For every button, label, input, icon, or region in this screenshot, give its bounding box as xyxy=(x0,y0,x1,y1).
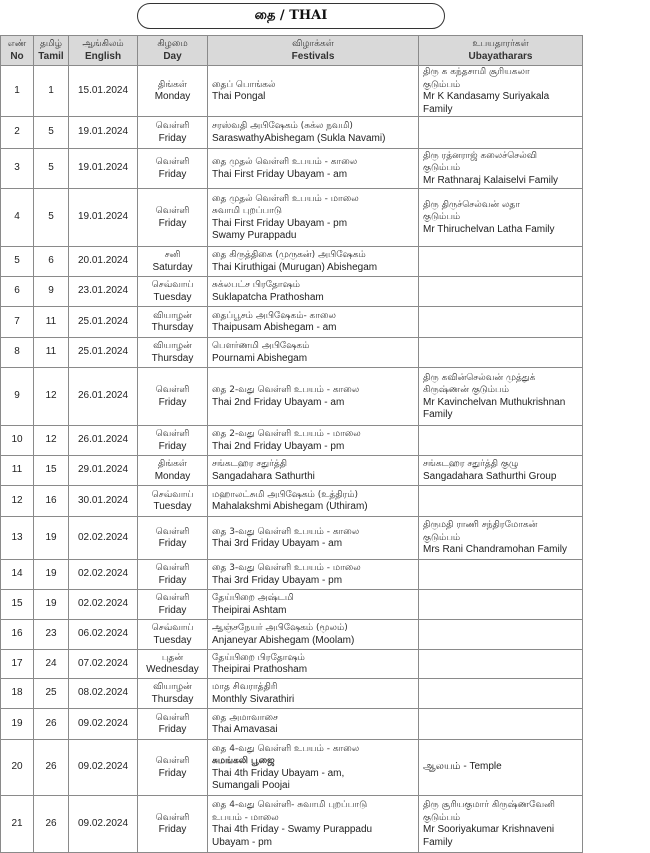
cell-ubayatharar xyxy=(419,679,583,709)
festival-line: சங்கடஹர சதுர்த்தி xyxy=(212,459,288,469)
cell-day xyxy=(138,426,208,456)
ubayatharar-line: Mr K Kandasamy Suriyakala Family xyxy=(423,91,550,115)
cell-ubayatharar xyxy=(419,620,583,650)
header-no-ta: எண் xyxy=(7,39,27,49)
cell-tamil-date: 23 xyxy=(34,620,69,650)
festival-line: Sangadahara Sathurthi xyxy=(212,470,315,482)
table-row xyxy=(1,679,583,709)
festival-line: Thai First Friday Ubayam - pm xyxy=(212,217,348,229)
header-no xyxy=(1,36,34,66)
cell-festival xyxy=(208,338,419,368)
cell-no: 15 xyxy=(1,590,34,620)
cell-ubayatharar xyxy=(419,517,583,560)
festival-line: Suklapatcha Prathosham xyxy=(212,291,324,303)
day-tamil: திங்கள் xyxy=(157,459,188,469)
cell-festival xyxy=(208,277,419,307)
festival-line: உபயம் - மாலை xyxy=(212,812,279,823)
cell-day xyxy=(138,456,208,486)
cell-ubayatharar xyxy=(419,247,583,277)
table-row xyxy=(1,456,583,486)
festival-line: Mahalakshmi Abishegam (Uthiram) xyxy=(212,501,368,512)
cell-tamil-date: 5 xyxy=(34,149,69,189)
ubayatharar-line: திரு ரத்னராஜ் கலைச்செல்வி xyxy=(423,150,537,161)
cell-english-date: 09.02.2024 xyxy=(69,796,138,853)
cell-festival xyxy=(208,189,419,247)
table-row xyxy=(1,368,583,426)
cell-tamil-date: 19 xyxy=(34,590,69,620)
ubayatharar-line: ஆலயம் - Temple xyxy=(423,761,502,773)
ubayatharar-line: குடும்பம் xyxy=(423,79,461,90)
day-english: Thursday xyxy=(151,322,194,333)
table-row xyxy=(1,796,583,853)
cell-ubayatharar xyxy=(419,709,583,740)
festival-line: Thai Kiruthigai (Murugan) Abishegam xyxy=(212,261,378,273)
festival-line: தை கிருத்திகை (முருகன்) அபிஷேகம் xyxy=(212,250,366,260)
day-english: Friday xyxy=(158,440,187,452)
ubayatharar-line: திருமதி ராணி சந்திரமோகன் xyxy=(423,520,538,531)
festival-line: மஹாலட்சுமி அபிஷேகம் (உத்திரம்) xyxy=(212,489,359,500)
festival-line: Thai 3rd Friday Ubayam - pm xyxy=(212,574,343,586)
ubayatharar-line: Mr Kavinchelvan Muthukrishnan xyxy=(423,396,566,408)
day-english: Friday xyxy=(158,168,187,180)
cell-festival xyxy=(208,486,419,517)
cell-ubayatharar xyxy=(419,149,583,189)
cell-no: 11 xyxy=(1,456,34,486)
day-english: Friday xyxy=(158,604,187,616)
cell-day xyxy=(138,66,208,117)
festival-line: தை 2-வது வெள்ளி உபயம் - காலை xyxy=(212,385,360,395)
cell-no: 5 xyxy=(1,247,34,277)
festival-line: தை 3-வது வெள்ளி உபயம் - காலை xyxy=(212,526,360,537)
cell-festival xyxy=(208,740,419,796)
cell-day xyxy=(138,247,208,277)
header-day-en: Day xyxy=(163,50,182,62)
festival-line: தைப்பூசம் அபிஷேகம்- காலை xyxy=(212,310,337,321)
table-row xyxy=(1,338,583,368)
festival-line: Thai 4th Friday - Swamy Purappadu xyxy=(212,824,373,835)
festival-line: Thai 3rd Friday Ubayam - am xyxy=(212,538,343,549)
day-tamil: வெள்ளி xyxy=(155,206,190,216)
day-tamil: வியாழன் xyxy=(153,682,192,692)
cell-day xyxy=(138,679,208,709)
festival-line: தை 4-வது வெள்ளி உபயம் - காலை xyxy=(212,743,360,754)
header-no-en: No xyxy=(10,50,24,62)
header-day xyxy=(138,36,208,66)
ubayatharar-line: குடும்பம் xyxy=(423,212,461,223)
festival-line: சுமங்கலி பூஜை xyxy=(212,756,275,766)
cell-tamil-date: 5 xyxy=(34,189,69,247)
festival-line: Monthly Sivarathiri xyxy=(212,693,295,705)
cell-english-date: 25.01.2024 xyxy=(69,307,138,338)
festival-line: Thai 4th Friday Ubayam - am, xyxy=(212,767,345,779)
day-english: Friday xyxy=(158,217,187,229)
day-tamil: வெள்ளி xyxy=(155,812,190,823)
festival-line: Theipirai Ashtam xyxy=(212,604,287,616)
cell-no: 18 xyxy=(1,679,34,709)
festival-line: தைப் பொங்கல் xyxy=(212,79,276,90)
festival-line: தை 3-வது வெள்ளி உபயம் - மாலை xyxy=(212,563,361,573)
table-row xyxy=(1,486,583,517)
cell-no: 9 xyxy=(1,368,34,426)
cell-no: 2 xyxy=(1,117,34,149)
day-tamil: திங்கள் xyxy=(157,79,188,90)
day-tamil: புதன் xyxy=(161,652,184,663)
cell-day xyxy=(138,650,208,679)
cell-festival xyxy=(208,149,419,189)
cell-festival xyxy=(208,368,419,426)
cell-english-date: 30.01.2024 xyxy=(69,486,138,517)
cell-english-date: 29.01.2024 xyxy=(69,456,138,486)
cell-no: 13 xyxy=(1,517,34,560)
cell-day xyxy=(138,620,208,650)
festival-line: தை 4-வது வெள்ளி- சுவாமி புறப்பாடு xyxy=(212,800,368,810)
day-english: Tuesday xyxy=(153,634,192,646)
cell-festival xyxy=(208,620,419,650)
day-english: Thursday xyxy=(151,352,194,364)
cell-festival xyxy=(208,117,419,149)
day-tamil: செவ்வாய் xyxy=(151,623,194,633)
cell-ubayatharar xyxy=(419,456,583,486)
festival-line: Thai First Friday Ubayam - am xyxy=(212,168,348,180)
day-english: Friday xyxy=(158,574,187,586)
festival-schedule-table xyxy=(0,35,583,853)
header-festivals xyxy=(208,36,419,66)
table-row xyxy=(1,740,583,796)
festival-line: தை முதல் வெள்ளி உபயம் - காலை xyxy=(212,157,358,167)
cell-ubayatharar xyxy=(419,560,583,590)
festival-line: Thaipusam Abishegam - am xyxy=(212,322,337,333)
day-english: Tuesday xyxy=(153,501,192,512)
cell-no: 1 xyxy=(1,66,34,117)
ubayatharar-line: கிருஷ்ணன் குடும்பம் xyxy=(423,385,509,395)
cell-day xyxy=(138,189,208,247)
header-tamil-en: Tamil xyxy=(38,50,64,62)
cell-no: 3 xyxy=(1,149,34,189)
ubayatharar-line: Family xyxy=(423,836,453,848)
cell-festival xyxy=(208,590,419,620)
cell-tamil-date: 16 xyxy=(34,486,69,517)
header-ubayatharars-en: Ubayatharars xyxy=(468,50,533,62)
day-tamil: வெள்ளி xyxy=(155,385,190,395)
table-body xyxy=(1,66,583,853)
cell-day xyxy=(138,590,208,620)
cell-english-date: 09.02.2024 xyxy=(69,709,138,740)
cell-tamil-date: 26 xyxy=(34,796,69,853)
cell-english-date: 20.01.2024 xyxy=(69,247,138,277)
cell-tamil-date: 1 xyxy=(34,66,69,117)
cell-tamil-date: 6 xyxy=(34,247,69,277)
cell-english-date: 09.02.2024 xyxy=(69,740,138,796)
day-english: Friday xyxy=(158,132,187,144)
cell-english-date: 02.02.2024 xyxy=(69,590,138,620)
cell-ubayatharar xyxy=(419,796,583,853)
header-tamil xyxy=(34,36,69,66)
cell-tamil-date: 11 xyxy=(34,338,69,368)
cell-ubayatharar xyxy=(419,189,583,247)
festival-line: தை 2-வது வெள்ளி உபயம் - மாலை xyxy=(212,429,361,439)
festival-line: Thai 2nd Friday Ubayam - am xyxy=(212,396,345,408)
table-row xyxy=(1,426,583,456)
day-english: Saturday xyxy=(152,261,193,273)
cell-festival xyxy=(208,796,419,853)
cell-day xyxy=(138,307,208,338)
header-ubayatharars-ta: உபயதாரர்கள் xyxy=(472,39,529,49)
header-day-ta: கிழமை xyxy=(157,39,188,49)
festival-line: சுக்லபட்ச பிரதோஷம் xyxy=(212,280,300,290)
cell-festival xyxy=(208,307,419,338)
cell-no: 21 xyxy=(1,796,34,853)
festival-line: தை முதல் வெள்ளி உபயம் - மாலை xyxy=(212,193,359,204)
cell-festival xyxy=(208,679,419,709)
festival-line: ஆஞ்சநேயர் அபிஷேகம் (மூலம்) xyxy=(212,623,348,633)
page-title: தை / THAI xyxy=(137,3,445,29)
cell-day xyxy=(138,149,208,189)
cell-english-date: 26.01.2024 xyxy=(69,368,138,426)
festival-line: SaraswathyAbishegam (Sukla Navami) xyxy=(212,132,386,144)
cell-day xyxy=(138,338,208,368)
header-english xyxy=(69,36,138,66)
table-header-row xyxy=(1,36,583,66)
cell-tamil-date: 5 xyxy=(34,117,69,149)
cell-english-date: 07.02.2024 xyxy=(69,650,138,679)
table-row xyxy=(1,189,583,247)
cell-english-date: 26.01.2024 xyxy=(69,426,138,456)
ubayatharar-line: குடும்பம் xyxy=(423,163,461,174)
cell-ubayatharar xyxy=(419,338,583,368)
cell-day xyxy=(138,560,208,590)
day-english: Friday xyxy=(158,824,187,835)
table-row xyxy=(1,590,583,620)
festival-line: Thai Pongal xyxy=(212,91,266,102)
day-english: Friday xyxy=(158,724,187,735)
cell-tamil-date: 26 xyxy=(34,740,69,796)
day-tamil: சனி xyxy=(164,250,181,260)
festival-line: தேய்பிறை அஷ்டமி xyxy=(212,593,294,603)
cell-tamil-date: 11 xyxy=(34,307,69,338)
ubayatharar-line: திரு சூரியகுமார் கிருஷ்ணவேனி xyxy=(423,800,555,810)
cell-no: 4 xyxy=(1,189,34,247)
festival-line: Sumangali Poojai xyxy=(212,780,290,791)
header-festivals-ta: விழாக்கள் xyxy=(292,39,334,49)
cell-no: 12 xyxy=(1,486,34,517)
header-english-ta: ஆங்கிலம் xyxy=(82,39,124,49)
cell-english-date: 19.01.2024 xyxy=(69,189,138,247)
table-row xyxy=(1,560,583,590)
table-row xyxy=(1,66,583,117)
cell-english-date: 02.02.2024 xyxy=(69,560,138,590)
cell-ubayatharar xyxy=(419,426,583,456)
day-english: Friday xyxy=(158,767,187,779)
cell-ubayatharar xyxy=(419,117,583,149)
cell-day xyxy=(138,486,208,517)
cell-english-date: 08.02.2024 xyxy=(69,679,138,709)
day-english: Monday xyxy=(154,470,191,482)
cell-festival xyxy=(208,709,419,740)
cell-day xyxy=(138,796,208,853)
day-english: Monday xyxy=(154,91,191,102)
cell-english-date: 25.01.2024 xyxy=(69,338,138,368)
festival-line: Thai Amavasai xyxy=(212,724,278,735)
cell-english-date: 19.01.2024 xyxy=(69,117,138,149)
ubayatharar-line: திரு திருச்செல்வன் லதா xyxy=(423,199,520,210)
cell-tamil-date: 15 xyxy=(34,456,69,486)
festival-line: சுவாமி புறப்பாடு xyxy=(212,206,282,216)
day-english: Tuesday xyxy=(153,291,192,303)
table-row xyxy=(1,277,583,307)
cell-tamil-date: 12 xyxy=(34,426,69,456)
table-row xyxy=(1,650,583,679)
cell-festival xyxy=(208,517,419,560)
day-tamil: வெள்ளி xyxy=(155,157,190,167)
cell-day xyxy=(138,709,208,740)
cell-festival xyxy=(208,426,419,456)
cell-tamil-date: 25 xyxy=(34,679,69,709)
ubayatharar-line: Sangadahara Sathurthi Group xyxy=(423,470,557,482)
cell-tamil-date: 19 xyxy=(34,560,69,590)
cell-no: 7 xyxy=(1,307,34,338)
cell-no: 6 xyxy=(1,277,34,307)
cell-ubayatharar xyxy=(419,368,583,426)
day-tamil: வியாழன் xyxy=(153,341,192,351)
table-row xyxy=(1,517,583,560)
day-tamil: வியாழன் xyxy=(153,310,192,321)
festival-line: Ubayam - pm xyxy=(212,836,273,848)
header-ubayatharars xyxy=(419,36,583,66)
header-english-en: English xyxy=(84,50,122,62)
cell-festival xyxy=(208,247,419,277)
day-tamil: செவ்வாய் xyxy=(151,280,194,290)
cell-day xyxy=(138,517,208,560)
festival-line: Pournami Abishegam xyxy=(212,352,308,364)
day-tamil: செவ்வாய் xyxy=(151,489,194,500)
cell-day xyxy=(138,740,208,796)
festival-line: பௌர்ணமி அபிஷேகம் xyxy=(212,341,310,351)
table-row xyxy=(1,149,583,189)
cell-no: 16 xyxy=(1,620,34,650)
cell-ubayatharar xyxy=(419,307,583,338)
ubayatharar-line: திரு கவின்செல்வன் முத்துக் xyxy=(423,372,536,383)
ubayatharar-line: Mrs Rani Chandramohan Family xyxy=(423,544,567,556)
day-tamil: வெள்ளி xyxy=(155,712,190,723)
cell-no: 20 xyxy=(1,740,34,796)
table-row xyxy=(1,307,583,338)
day-tamil: வெள்ளி xyxy=(155,429,190,439)
festival-line: தேய்பிறை பிரதோஷம் xyxy=(212,652,305,663)
cell-ubayatharar xyxy=(419,277,583,307)
day-tamil: வெள்ளி xyxy=(155,121,190,131)
cell-festival xyxy=(208,456,419,486)
cell-ubayatharar xyxy=(419,66,583,117)
cell-festival xyxy=(208,66,419,117)
day-tamil: வெள்ளி xyxy=(155,593,190,603)
cell-english-date: 06.02.2024 xyxy=(69,620,138,650)
day-tamil: வெள்ளி xyxy=(155,756,190,766)
table-row xyxy=(1,709,583,740)
cell-tamil-date: 24 xyxy=(34,650,69,679)
festival-line: Theipirai Prathosham xyxy=(212,664,308,675)
cell-no: 8 xyxy=(1,338,34,368)
ubayatharar-line: Mr Sooriyakumar Krishnaveni xyxy=(423,824,555,835)
ubayatharar-line: குடும்பம் xyxy=(423,532,461,543)
day-english: Wednesday xyxy=(146,664,199,675)
cell-day xyxy=(138,117,208,149)
cell-day xyxy=(138,277,208,307)
ubayatharar-line: Mr Thiruchelvan Latha Family xyxy=(423,223,555,235)
festival-line: Thai 2nd Friday Ubayam - pm xyxy=(212,440,345,452)
day-english: Friday xyxy=(158,396,187,408)
festival-line: Anjaneyar Abishegam (Moolam) xyxy=(212,634,355,646)
cell-english-date: 15.01.2024 xyxy=(69,66,138,117)
cell-tamil-date: 19 xyxy=(34,517,69,560)
table-row xyxy=(1,117,583,149)
ubayatharar-line: சங்கடஹர சதுர்த்தி குழு xyxy=(423,459,519,469)
ubayatharar-line: திரு க கந்தசாமி சூரியகலா xyxy=(423,67,530,77)
cell-day xyxy=(138,368,208,426)
ubayatharar-line: குடும்பம் xyxy=(423,812,461,823)
cell-tamil-date: 26 xyxy=(34,709,69,740)
cell-no: 19 xyxy=(1,709,34,740)
cell-tamil-date: 12 xyxy=(34,368,69,426)
cell-ubayatharar xyxy=(419,740,583,796)
header-tamil-ta: தமிழ் xyxy=(40,39,62,49)
day-english: Friday xyxy=(158,538,187,549)
day-english: Thursday xyxy=(151,693,194,705)
table-row xyxy=(1,620,583,650)
cell-english-date: 23.01.2024 xyxy=(69,277,138,307)
cell-festival xyxy=(208,650,419,679)
festival-line: மாத சிவராத்திரி xyxy=(212,682,278,692)
cell-english-date: 19.01.2024 xyxy=(69,149,138,189)
ubayatharar-line: Family xyxy=(423,409,453,420)
cell-ubayatharar xyxy=(419,650,583,679)
ubayatharar-line: Mr Rathnaraj Kalaiselvi Family xyxy=(423,174,559,186)
day-tamil: வெள்ளி xyxy=(155,563,190,573)
cell-english-date: 02.02.2024 xyxy=(69,517,138,560)
cell-ubayatharar xyxy=(419,486,583,517)
table-row xyxy=(1,247,583,277)
festival-line: தை அமாவாசை xyxy=(212,712,279,723)
festival-line: சரஸ்வதி அபிஷேகம் (சுக்ல நவமி) xyxy=(212,121,353,131)
cell-no: 17 xyxy=(1,650,34,679)
header-festivals-en: Festivals xyxy=(291,50,335,62)
cell-festival xyxy=(208,560,419,590)
day-tamil: வெள்ளி xyxy=(155,526,190,537)
cell-no: 14 xyxy=(1,560,34,590)
festival-line: Swamy Purappadu xyxy=(212,230,297,241)
cell-ubayatharar xyxy=(419,590,583,620)
cell-no: 10 xyxy=(1,426,34,456)
cell-tamil-date: 9 xyxy=(34,277,69,307)
